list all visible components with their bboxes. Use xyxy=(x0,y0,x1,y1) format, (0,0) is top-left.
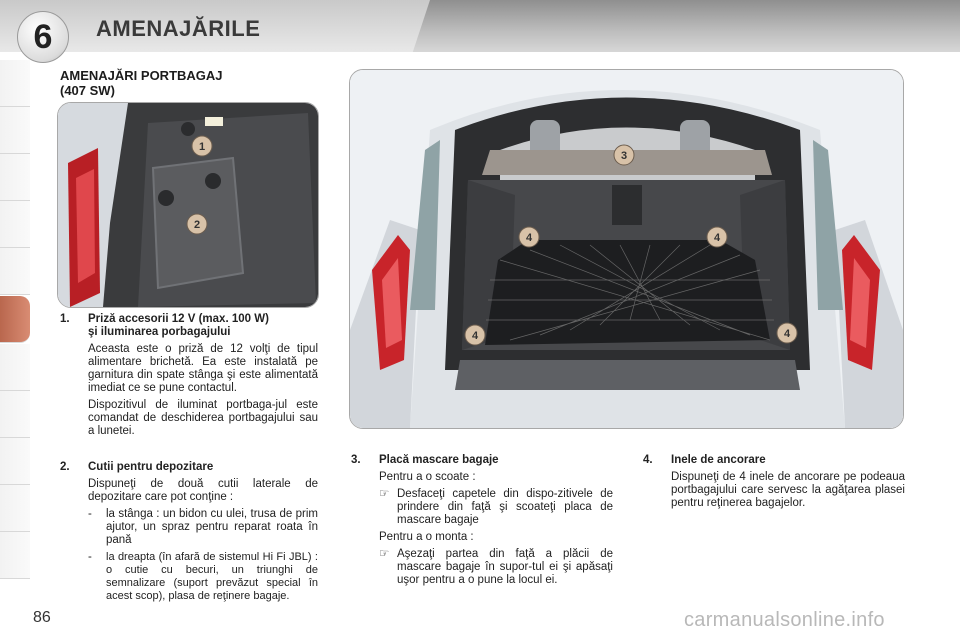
item-2-bullet-2 xyxy=(88,551,318,603)
item-1-title-line2: şi iluminarea porbagajului xyxy=(88,326,231,338)
chapter-tab-active[interactable] xyxy=(0,296,30,343)
item-2-block xyxy=(60,461,318,603)
chapter-tab[interactable] xyxy=(0,154,30,201)
item-2-heading xyxy=(60,461,318,474)
section-title-line1: AMENAJĂRI PORTBAGAJ xyxy=(60,68,223,83)
trunk-side-panel-photo xyxy=(57,102,319,308)
pointing-hand-icon: ☞ xyxy=(379,488,390,500)
item-4-paragraph: Dispuneţi de 4 inele de ancorare pe podeaua portbagajului care servesc la agăţarea plasei pentru reţinerea bagajelor. xyxy=(671,471,905,509)
item-4-number: 4. xyxy=(643,454,653,466)
callout-1-badge xyxy=(190,134,214,158)
bullet-dash: - xyxy=(88,508,92,520)
chapter-tab[interactable] xyxy=(0,391,30,438)
callout-3-badge xyxy=(612,143,636,167)
callout-4-badge xyxy=(517,225,541,249)
chapter-tab[interactable] xyxy=(0,60,30,107)
page-number: 86 xyxy=(33,609,51,626)
item-3-number: 3. xyxy=(351,454,361,466)
callout-4-label: 4 xyxy=(713,232,721,244)
callout-4-label: 4 xyxy=(525,232,533,244)
item-3-step-1-text: Desfaceţi capetele din dispo-zitivele de prindere din faţă şi scoateţi placa de mascare bagaje xyxy=(397,488,613,526)
item-2-bullet-1-text: la stânga : un bidon cu ulei, trusa de prim ajutor, un spraz pentru reparat roata în pană xyxy=(106,508,318,546)
item-3-heading xyxy=(351,454,613,467)
item-3-title: Placă mascare bagaje xyxy=(379,454,499,466)
bullet-dash: - xyxy=(88,551,92,563)
item-1-paragraph-1: Aceasta este o priză de 12 volţi de tipul alimentare brichetă. Ea este instalată pe garnitura din spate stânga şi este alimentată imediat ce se pune contactul. xyxy=(88,343,318,394)
item-1-block xyxy=(60,313,318,438)
open-trunk-photo xyxy=(349,69,904,429)
item-2-bullet-2-text: la dreapta (în afară de sistemul Hi Fi JBL) : o cutie cu becuri, un triunghi de semnalizare (suport prevăzut special în acest scop), plasa de reţinere bagaje. xyxy=(106,551,318,602)
item-3-step-1 xyxy=(379,488,613,527)
item-1-number: 1. xyxy=(60,313,70,325)
chapter-tab[interactable] xyxy=(0,248,30,295)
item-2-number: 2. xyxy=(60,461,70,473)
item-2-title: Cutii pentru depozitare xyxy=(88,461,214,473)
chapter-tab[interactable] xyxy=(0,485,30,532)
chapter-tab[interactable] xyxy=(0,344,30,391)
callout-4-label: 4 xyxy=(783,328,791,340)
chapter-tab[interactable] xyxy=(0,107,30,154)
item-3-step-2 xyxy=(379,548,613,587)
section-title-line2: (407 SW) xyxy=(60,83,115,98)
item-1-paragraph-2: Dispozitivul de iluminat portbaga-jul este comandat de deschiderea portbagajului sau a lunetei. xyxy=(88,399,318,437)
callout-4-badge xyxy=(705,225,729,249)
callout-2-label: 2 xyxy=(193,219,201,231)
chapter-tab[interactable] xyxy=(0,201,30,248)
item-4-block xyxy=(643,454,905,510)
callout-2-badge xyxy=(185,212,209,236)
chapter-number-badge: 6 xyxy=(17,11,69,63)
pointing-hand-icon: ☞ xyxy=(379,548,390,560)
item-4-heading xyxy=(643,454,905,467)
section-title xyxy=(60,68,310,98)
callout-3-label: 3 xyxy=(620,150,628,162)
chapter-title: AMENAJĂRILE xyxy=(96,16,261,41)
chapter-tab-rail xyxy=(0,60,30,580)
callout-4-badge xyxy=(775,321,799,345)
item-2-paragraph: Dispuneţi de două cutii laterale de depozitare care pot conţine : xyxy=(88,478,318,503)
chapter-tab[interactable] xyxy=(0,438,30,485)
item-1-title-line1: Priză accesorii 12 V (max. 100 W) xyxy=(88,313,269,325)
item-3-remove-label: Pentru a o scoate : xyxy=(379,471,476,483)
chapter-tab[interactable] xyxy=(0,532,30,579)
item-3-block xyxy=(351,454,613,587)
callout-1-label: 1 xyxy=(198,141,206,153)
item-1-heading xyxy=(60,313,318,339)
item-1-title xyxy=(88,313,269,339)
callout-4-label: 4 xyxy=(471,330,479,342)
watermark: carmanualsonline.info xyxy=(684,609,885,631)
item-4-title: Inele de ancorare xyxy=(671,454,766,466)
item-3-mount-label: Pentru a o monta : xyxy=(379,531,474,543)
callout-4-badge xyxy=(463,323,487,347)
item-3-step-2-text: Aşezaţi partea din faţă a plăcii de mascare bagaje în supor-tul ei şi apăsaţi uşor pentru a o pune la locul ei. xyxy=(397,548,613,586)
item-2-bullet-1 xyxy=(88,508,318,547)
